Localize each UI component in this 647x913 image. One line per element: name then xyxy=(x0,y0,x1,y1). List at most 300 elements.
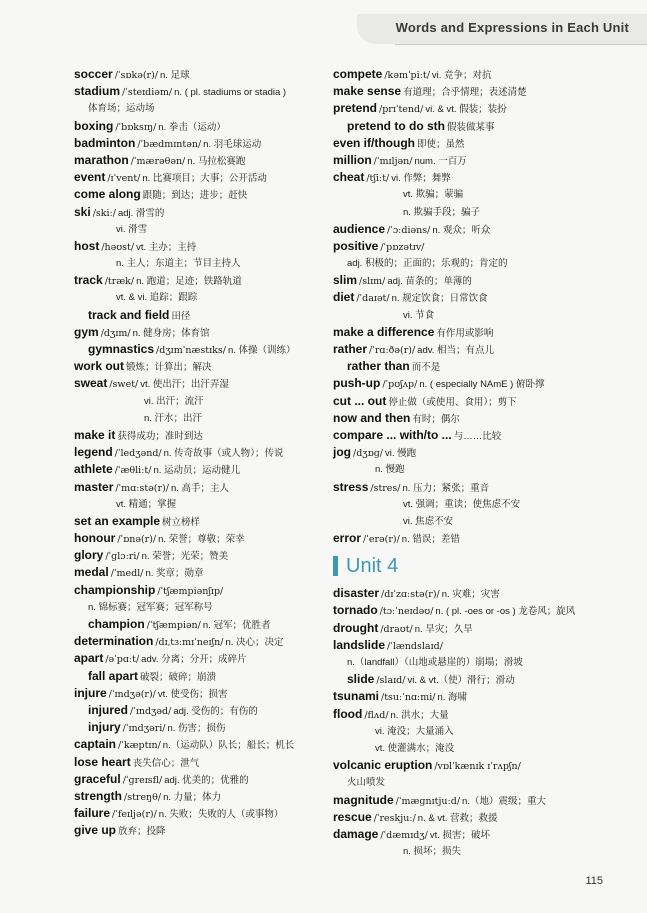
vocab-entry xyxy=(333,289,633,306)
definition: vt. 欺骗；蒙骗 xyxy=(403,189,464,201)
phonetic: /əˈpɑːt/ xyxy=(105,654,140,666)
phonetic: /skiː/ xyxy=(92,207,116,219)
definition: n. 力量；体力 xyxy=(163,791,222,803)
definition: vt. 主办；主持 xyxy=(136,241,197,253)
vocab-entry xyxy=(74,479,324,496)
vocab-entry xyxy=(74,822,324,839)
headword: soccer xyxy=(74,67,113,81)
vocab-entry xyxy=(333,324,633,341)
headword: audience xyxy=(333,221,386,236)
headword: million xyxy=(333,152,372,167)
vocab-entry xyxy=(333,375,633,392)
vocab-entry-continuation xyxy=(333,723,633,740)
phonetic: /ˈerə(r)/ xyxy=(363,534,400,546)
definition: 锻炼；计算出；解决 xyxy=(126,362,212,374)
definition: n. 主人；东道主；节目主持人 xyxy=(116,258,241,270)
headword: make it xyxy=(74,427,116,442)
phonetic: /tʃiːt/ xyxy=(366,173,390,185)
headword: host xyxy=(74,238,100,253)
vocab-entry xyxy=(74,668,324,685)
phonetic: /ˈtʃæmpiən/ xyxy=(146,620,201,631)
definition: 丧失信心；泄气 xyxy=(132,757,200,769)
vocab-entry xyxy=(74,513,324,530)
headword: apart xyxy=(74,651,104,666)
headword: stadium xyxy=(74,84,121,99)
headword: volcanic eruption xyxy=(333,758,433,773)
headword: athlete xyxy=(74,462,113,477)
definition: vi. & vt. 假装；装扮 xyxy=(425,104,507,116)
vocab-entry xyxy=(333,688,633,705)
phonetic: /ˈmæɡnɪtjuːd/ xyxy=(395,795,461,807)
vocab-entry xyxy=(74,582,324,599)
definition: n. 损坏；损失 xyxy=(403,846,462,858)
vocab-entry xyxy=(74,66,324,83)
definition: 树立榜样 xyxy=(162,516,201,528)
vocab-entry-continuation xyxy=(333,740,633,757)
definition: n. 足球 xyxy=(160,70,190,81)
page-number: 115 xyxy=(585,875,603,887)
headword: even if/though xyxy=(333,135,415,150)
phonetic: /kəmˈpiːt/ xyxy=(384,70,430,81)
headword: captain xyxy=(74,737,117,752)
phonetic: /ˈpɒzətɪv/ xyxy=(380,241,425,253)
headword: legend xyxy=(74,445,113,460)
headword: jog xyxy=(333,445,351,460)
phonetic: /ˈɒnə(r)/ xyxy=(117,534,157,546)
definition: n. 奖章；勋章 xyxy=(145,568,204,580)
headword: track and field xyxy=(88,307,170,322)
phonetic: /streŋθ/ xyxy=(124,791,162,803)
definition: n. 传奇故事（或人物）；传说 xyxy=(163,448,284,460)
left-column xyxy=(74,66,324,839)
vocab-entry xyxy=(74,788,324,805)
vocab-entry xyxy=(333,272,633,289)
vocab-entry-continuation xyxy=(333,461,633,478)
headword: fall apart xyxy=(88,668,139,683)
headword: strength xyxy=(74,788,122,803)
right-column xyxy=(333,66,633,860)
headword: boxing xyxy=(74,118,114,133)
phonetic: /ˈpʊʃʌp/ xyxy=(382,379,418,391)
headword: injure xyxy=(74,685,107,700)
vocab-entry-continuation xyxy=(74,289,324,306)
definition: n. 汗水；出汗 xyxy=(144,412,203,424)
vocab-entry xyxy=(74,771,324,788)
vocab-entry xyxy=(333,100,633,117)
definition: n.（地）震级；重大 xyxy=(462,795,546,807)
headword: gymnastics xyxy=(88,342,155,356)
vocab-entry xyxy=(333,358,633,375)
definition: n. 荣誉；尊敬；荣幸 xyxy=(158,534,245,546)
vocab-entry xyxy=(333,238,633,255)
definition: 火山喷发 xyxy=(347,777,386,789)
phonetic: /ˈmɑːstə(r)/ xyxy=(115,482,169,494)
vocab-entry xyxy=(74,341,324,358)
headword: flood xyxy=(333,706,363,721)
phonetic: /ˈbɒksɪŋ/ xyxy=(115,121,157,133)
phonetic: /ˈsɒkə(r)/ xyxy=(114,70,159,81)
vocab-entry xyxy=(74,186,324,203)
headword: positive xyxy=(333,238,379,253)
definition: vt. & vi. 追踪；跟踪 xyxy=(116,292,198,304)
definition: n. 高手；主人 xyxy=(170,482,229,494)
definition: n. 观众；听众 xyxy=(432,224,491,236)
definition: vt. 使灌满水；淹没 xyxy=(375,742,455,754)
vocab-entry xyxy=(74,169,324,186)
definition: vi. 滑雪 xyxy=(116,223,148,235)
vocab-entry xyxy=(333,757,633,774)
vocab-entry xyxy=(74,118,324,135)
vocab-entry xyxy=(74,444,324,461)
phonetic: /ˈkæptɪn/ xyxy=(118,740,161,752)
unit-title: Unit 4 xyxy=(346,554,399,577)
definition: 假装做某事 xyxy=(447,121,495,133)
vocab-entry xyxy=(333,66,633,83)
vocab-entry-continuation xyxy=(74,100,324,117)
definition: 获得成功；准时到达 xyxy=(117,430,203,442)
phonetic: /ˈfeɪljə(r)/ xyxy=(112,809,157,821)
headword: slide xyxy=(347,672,375,687)
definition: adj. 积极的；正面的；乐观的；肯定的 xyxy=(347,258,508,270)
definition: 有道理；合乎情理；表述清楚 xyxy=(403,87,527,99)
headword: honour xyxy=(74,531,116,546)
phonetic: /ˈɪndʒəd/ xyxy=(130,705,172,717)
definition: n. 旱灾；久旱 xyxy=(414,623,473,635)
headword: cut ... out xyxy=(333,393,387,408)
definition: vi. & vt.（使）滑行；滑动 xyxy=(407,675,515,687)
definition: adj. 优美的；优雅的 xyxy=(164,774,249,786)
headword: ski xyxy=(74,204,91,219)
vocab-entry-continuation xyxy=(333,513,633,530)
definition: 与……比较 xyxy=(453,430,502,442)
vocab-entry xyxy=(74,83,324,100)
headword: event xyxy=(74,170,106,185)
phonetic: /ˈlændslaɪd/ xyxy=(387,640,443,652)
vocab-entry xyxy=(74,204,324,221)
vocab-entry xyxy=(333,530,633,547)
vocab-entry-continuation xyxy=(333,496,633,513)
headword: make sense xyxy=(333,84,402,99)
phonetic: /ˈæθliːt/ xyxy=(114,465,152,477)
vocab-entry xyxy=(74,616,324,633)
definition: n. 决心；决定 xyxy=(225,637,284,649)
phonetic: /ˈmɪljən/ xyxy=(373,155,413,167)
definition: n. 灾难；灾害 xyxy=(441,589,500,601)
definition: 跟随；到达；进步；赶快 xyxy=(142,190,248,202)
definition: n. ( pl. -oes or -os ) 龙卷风；旋风 xyxy=(435,606,576,618)
definition: 破裂；破碎；崩溃 xyxy=(140,671,217,683)
vocab-entry xyxy=(333,410,633,427)
headword: sweat xyxy=(74,376,108,391)
headword: graceful xyxy=(74,771,121,786)
phonetic: /ˈmærəθən/ xyxy=(130,155,186,167)
phonetic: /tɔːˈneɪdəʊ/ xyxy=(379,606,434,618)
phonetic: /slɪm/ xyxy=(359,276,386,288)
phonetic: /swet/ xyxy=(109,379,139,391)
definition: adj. 苗条的；单薄的 xyxy=(387,276,472,288)
vocab-entry-continuation xyxy=(333,255,633,272)
definition: vi. 焦虑不安 xyxy=(403,515,454,527)
vocab-entry xyxy=(74,754,324,771)
vocab-entry xyxy=(333,118,633,135)
headword: push-up xyxy=(333,376,381,391)
vocab-entry xyxy=(333,135,633,152)
headword: drought xyxy=(333,620,379,635)
vocab-entry-continuation xyxy=(333,307,633,324)
headword: magnitude xyxy=(333,792,394,807)
phonetic: /prɪˈtend/ xyxy=(379,104,424,116)
vocab-entry xyxy=(74,135,324,152)
headword: slim xyxy=(333,273,358,288)
phonetic: /dɪˌtɜːmɪˈneɪʃn/ xyxy=(155,637,224,649)
phonetic: /ˈtʃæmpiənʃɪp/ xyxy=(157,585,224,597)
phonetic: /dʒɪmˈnæstɪks/ xyxy=(156,345,226,356)
definition: n. 规定饮食；日常饮食 xyxy=(391,293,488,305)
vocab-entry xyxy=(333,169,633,186)
headword: stress xyxy=(333,479,369,494)
vocab-entry xyxy=(74,736,324,753)
vocab-entry xyxy=(333,341,633,358)
phonetic: /ˈsteɪdiəm/ xyxy=(122,87,173,99)
definition: 体育场；运动场 xyxy=(88,103,155,115)
vocab-entry xyxy=(74,358,324,375)
vocab-entry xyxy=(333,809,633,826)
headword: medal xyxy=(74,565,109,580)
phonetic: /ˈdæmɪdʒ/ xyxy=(380,829,428,841)
vocab-entry xyxy=(74,702,324,719)
definition: vi. 出汗；流汗 xyxy=(144,395,204,407)
vocab-entry xyxy=(333,826,633,843)
vocab-entry xyxy=(74,650,324,667)
headword: lose heart xyxy=(74,754,131,769)
phonetic: /ˈrɑːðə(r)/ xyxy=(369,345,416,356)
definition: 有时；偶尔 xyxy=(412,413,460,425)
definition: n. 失败；失败的人（或事物） xyxy=(158,809,284,821)
headword: badminton xyxy=(74,135,136,150)
headword: rather xyxy=(333,342,368,356)
headword: now and then xyxy=(333,410,411,425)
headword: pretend xyxy=(333,101,378,116)
phonetic: /slaɪd/ xyxy=(376,675,406,687)
header-rule xyxy=(395,44,647,45)
unit4-entries xyxy=(333,585,633,860)
headword: master xyxy=(74,479,114,494)
vocab-entry xyxy=(74,238,324,255)
phonetic: /ˈɪndʒə(r)/ xyxy=(108,688,156,700)
definition: n. 海啸 xyxy=(437,692,468,704)
vocab-entry-continuation xyxy=(74,410,324,427)
definition: 即使；虽然 xyxy=(417,138,465,150)
vocab-entry xyxy=(333,706,633,723)
headword: damage xyxy=(333,826,379,841)
vocab-entry xyxy=(74,547,324,564)
definition: n. 健身房；体育馆 xyxy=(132,327,210,339)
definition: vt. 精通；掌握 xyxy=(116,498,177,510)
definition: n. 欺骗手段；骗子 xyxy=(403,206,481,218)
vocab-entry xyxy=(333,444,633,461)
definition: n. 运动员；运动健儿 xyxy=(153,465,241,477)
headword: determination xyxy=(74,634,154,649)
definition: n. 体操（训练） xyxy=(227,345,296,356)
vocab-entry xyxy=(333,792,633,809)
definition: n. 马拉松赛跑 xyxy=(187,155,246,167)
vocab-entry xyxy=(74,564,324,581)
vocab-entry-continuation xyxy=(74,599,324,616)
header-title: Words and Expressions in Each Unit xyxy=(395,20,629,35)
definition: n. & vt. 营救；救援 xyxy=(417,812,498,824)
headword: landslide xyxy=(333,637,386,652)
phonetic: /ˈdaɪət/ xyxy=(356,293,390,305)
phonetic: /dɪˈzɑːstə(r)/ xyxy=(381,589,440,601)
vocab-entry xyxy=(74,633,324,650)
vocab-entry-continuation xyxy=(74,496,324,513)
vocab-entry xyxy=(333,83,633,100)
vocab-entry xyxy=(74,685,324,702)
headword: compare ... with/to ... xyxy=(333,427,452,442)
headword: tsunami xyxy=(333,689,380,704)
phonetic: /ˈɡlɔːri/ xyxy=(105,551,140,563)
headword: error xyxy=(333,531,362,546)
vocab-entry xyxy=(74,719,324,736)
definition: n. 比赛项目；大事；公开活动 xyxy=(142,173,267,185)
phonetic: /ˈmedl/ xyxy=(110,568,144,580)
phonetic: /ˈledʒənd/ xyxy=(114,448,162,460)
headword: champion xyxy=(88,617,145,631)
headword: track xyxy=(74,273,103,288)
definition: vt. 损害；破坏 xyxy=(429,829,491,841)
phonetic: /dʒɪm/ xyxy=(100,327,131,339)
phonetic: /draʊt/ xyxy=(380,623,413,635)
headword: give up xyxy=(74,823,117,838)
definition: n. 洪水；大量 xyxy=(390,709,449,721)
headword: glory xyxy=(74,548,104,563)
vocab-entry xyxy=(333,637,633,654)
phonetic: /tsuːˈnɑːmi/ xyxy=(381,692,436,704)
definition: vi. 竞争；对抗 xyxy=(431,70,492,81)
headword: injury xyxy=(88,720,121,735)
definition: adj. 滑雪的 xyxy=(117,207,165,219)
vocab-entry xyxy=(333,602,633,619)
headword: cheat xyxy=(333,170,365,185)
vocab-entry xyxy=(74,324,324,341)
definition: n. 羽毛球运动 xyxy=(203,138,262,150)
headword: rescue xyxy=(333,809,372,824)
vocab-entry xyxy=(333,393,633,410)
vocab-entry-continuation xyxy=(333,774,633,791)
vocab-entry xyxy=(333,152,633,169)
vocab-entry xyxy=(333,221,633,238)
definition: n.（landfall）（山地或悬崖的）崩塌；滑坡 xyxy=(347,657,523,668)
definition: n. 拳击（运动） xyxy=(158,121,226,133)
definition: 停止做（或使用、食用）；剪下 xyxy=(388,396,517,408)
unit-heading-bar xyxy=(333,556,338,576)
definition: num. 一百万 xyxy=(414,155,467,167)
vocab-entry xyxy=(74,375,324,392)
vocab-entry-continuation xyxy=(74,393,324,410)
headword: rather than xyxy=(347,359,410,374)
headword: set an example xyxy=(74,513,161,528)
definition: 放弃；投降 xyxy=(118,826,166,838)
definition: adv. 分离；分开；成碎片 xyxy=(141,654,247,666)
definition: n. ( pl. stadiums or stadia ) xyxy=(174,87,287,99)
phonetic: /ɪˈvent/ xyxy=(107,173,141,185)
definition: n. 压力；紧张；重音 xyxy=(402,482,490,494)
vocab-entry xyxy=(74,307,324,324)
phonetic: /ˈbædmɪntən/ xyxy=(137,138,202,150)
vocab-entry xyxy=(333,620,633,637)
definition: vt. 使出汗；出汗弄湿 xyxy=(140,379,229,391)
definition: n.（运动队）队长；船长；机长 xyxy=(162,740,295,752)
headword: make a difference xyxy=(333,324,435,339)
definition: n. 锦标赛；冠军赛；冠军称号 xyxy=(88,601,213,613)
definition: vi. 节食 xyxy=(403,309,435,321)
definition: 田径 xyxy=(171,310,191,322)
headword: failure xyxy=(74,806,111,821)
unit-heading xyxy=(333,549,633,583)
headword: come along xyxy=(74,187,141,202)
vocab-entry-continuation xyxy=(333,843,633,860)
vocab-entry-continuation xyxy=(333,186,633,203)
right-column-entries xyxy=(333,66,633,547)
phonetic: /ˈɔːdiəns/ xyxy=(387,224,431,236)
phonetic: /ˈɪndʒəri/ xyxy=(122,723,166,735)
definition: n. 冠军；优胜者 xyxy=(202,620,271,631)
definition: 有作用或影响 xyxy=(436,327,494,339)
definition: vi. 慢跑 xyxy=(385,448,417,460)
phonetic: /vɒlˈkænɪk ɪˈrʌpʃn/ xyxy=(434,761,521,773)
definition: n. 伤害；损伤 xyxy=(167,723,226,735)
vocab-entry xyxy=(333,585,633,602)
headword: work out xyxy=(74,359,124,374)
phonetic: /stres/ xyxy=(370,482,401,494)
headword: marathon xyxy=(74,152,129,167)
headword: disaster xyxy=(333,586,380,601)
headword: pretend to do sth xyxy=(347,118,445,133)
headword: gym xyxy=(74,324,99,339)
vocab-entry xyxy=(74,461,324,478)
definition: n. 慢跑 xyxy=(375,464,405,476)
definition: adj. 受伤的；有伤的 xyxy=(173,705,258,717)
definition: n. 荣誉；光荣；赞美 xyxy=(141,551,229,563)
phonetic: /ˈɡreɪsfl/ xyxy=(122,774,163,786)
headword: compete xyxy=(333,67,383,81)
vocab-entry xyxy=(74,272,324,289)
definition: vi. 作弊；舞弊 xyxy=(391,173,451,185)
vocab-entry-continuation xyxy=(74,255,324,272)
vocab-entry xyxy=(333,427,633,444)
vocab-entry xyxy=(74,152,324,169)
vocab-entry xyxy=(333,671,633,688)
vocab-entry xyxy=(74,530,324,547)
phonetic: /flʌd/ xyxy=(364,709,389,721)
headword: tornado xyxy=(333,603,378,618)
definition: n. 跑道；足迹；铁路轨道 xyxy=(136,276,242,288)
headword: championship xyxy=(74,582,156,597)
vocab-entry-continuation xyxy=(333,654,633,671)
phonetic: /həʊst/ xyxy=(101,241,135,253)
phonetic: /ˈreskjuː/ xyxy=(373,812,416,824)
phonetic: /træk/ xyxy=(104,276,135,288)
vocab-entry xyxy=(74,805,324,822)
vocab-entry-continuation xyxy=(333,204,633,221)
vocab-entry xyxy=(333,479,633,496)
definition: adv. 相当；有点儿 xyxy=(417,345,495,356)
headword: injured xyxy=(88,702,129,717)
definition: n. ( especially NAmE ) 俯卧撑 xyxy=(419,379,545,391)
definition: vi. 淹没；大量涌入 xyxy=(375,725,454,737)
headword: diet xyxy=(333,290,355,305)
definition: 而不是 xyxy=(411,362,441,374)
